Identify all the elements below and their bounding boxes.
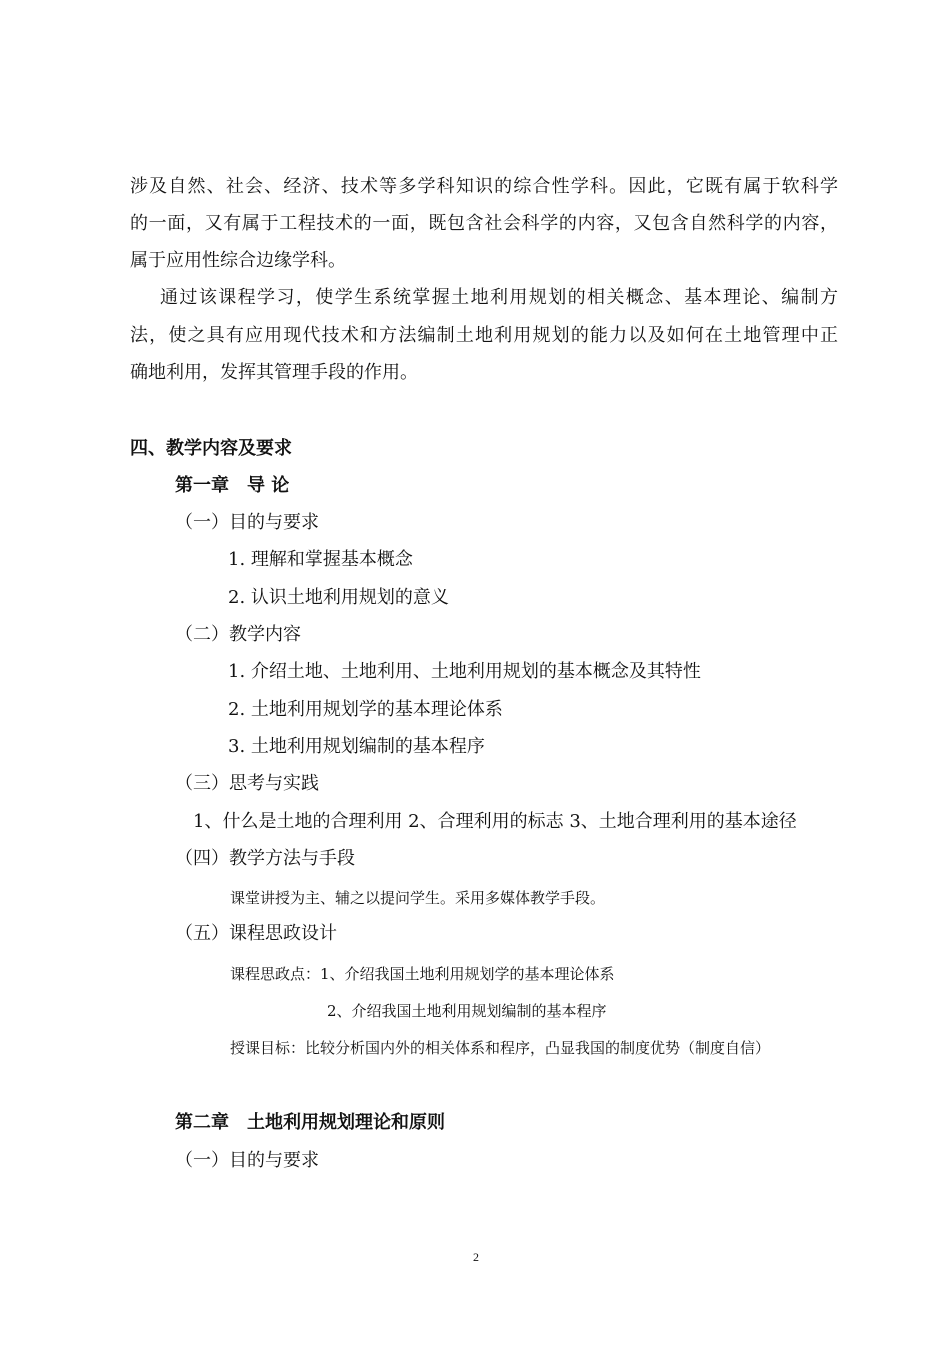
text-line: 涉及自然、社会、经济、技术等多学科知识的综合性学科。因此，它既有属于软科学	[130, 176, 838, 197]
list-item: 1. 介绍土地、土地利用、土地利用规划的基本概念及其特性	[228, 661, 701, 682]
chapter-2-title: 第二章 土地利用规划理论和原则	[175, 1112, 445, 1133]
list-item: 1. 理解和掌握基本概念	[228, 549, 413, 570]
section-title: 四、教学内容及要求	[130, 438, 292, 459]
text-line: 通过该课程学习，使学生系统掌握土地利用规划的相关概念、基本理论、编制方	[160, 287, 838, 308]
ideology-point: 2、介绍我国土地利用规划编制的基本程序	[327, 1002, 607, 1020]
text-line: 的一面，又有属于工程技术的一面，既包含社会科学的内容，又包含自然科学的内容，	[130, 213, 838, 234]
list-item: 2. 土地利用规划学的基本理论体系	[228, 699, 503, 720]
ideology-point: 课程思政点：1、介绍我国土地利用规划学的基本理论体系	[230, 965, 615, 983]
text-line: 确地利用，发挥其管理手段的作用。	[130, 362, 418, 383]
practice-heading: （三）思考与实践	[175, 773, 319, 794]
content-heading: （二）教学内容	[175, 624, 301, 645]
goals-heading: （一）目的与要求	[175, 512, 319, 533]
list-item: 3. 土地利用规划编制的基本程序	[228, 736, 485, 757]
goals-heading: （一）目的与要求	[175, 1150, 319, 1171]
list-item: 2. 认识土地利用规划的意义	[228, 587, 449, 608]
method-text: 课堂讲授为主、辅之以提问学生。采用多媒体教学手段。	[230, 889, 606, 907]
chapter-1-title: 第一章 导 论	[175, 475, 290, 496]
page-number: 2	[473, 1250, 479, 1264]
text-line: 属于应用性综合边缘学科。	[130, 250, 346, 271]
ideology-goal: 授课目标：比较分析国内外的相关体系和程序，凸显我国的制度优势（制度自信）	[230, 1039, 771, 1057]
practice-text: 1、什么是土地的合理利用 2、合理利用的标志 3、土地合理利用的基本途径	[193, 811, 797, 832]
method-heading: （四）教学方法与手段	[175, 848, 355, 869]
ideology-heading: （五）课程思政设计	[175, 923, 337, 944]
text-line: 法，使之具有应用现代技术和方法编制土地利用规划的能力以及如何在土地管理中正	[130, 325, 838, 346]
